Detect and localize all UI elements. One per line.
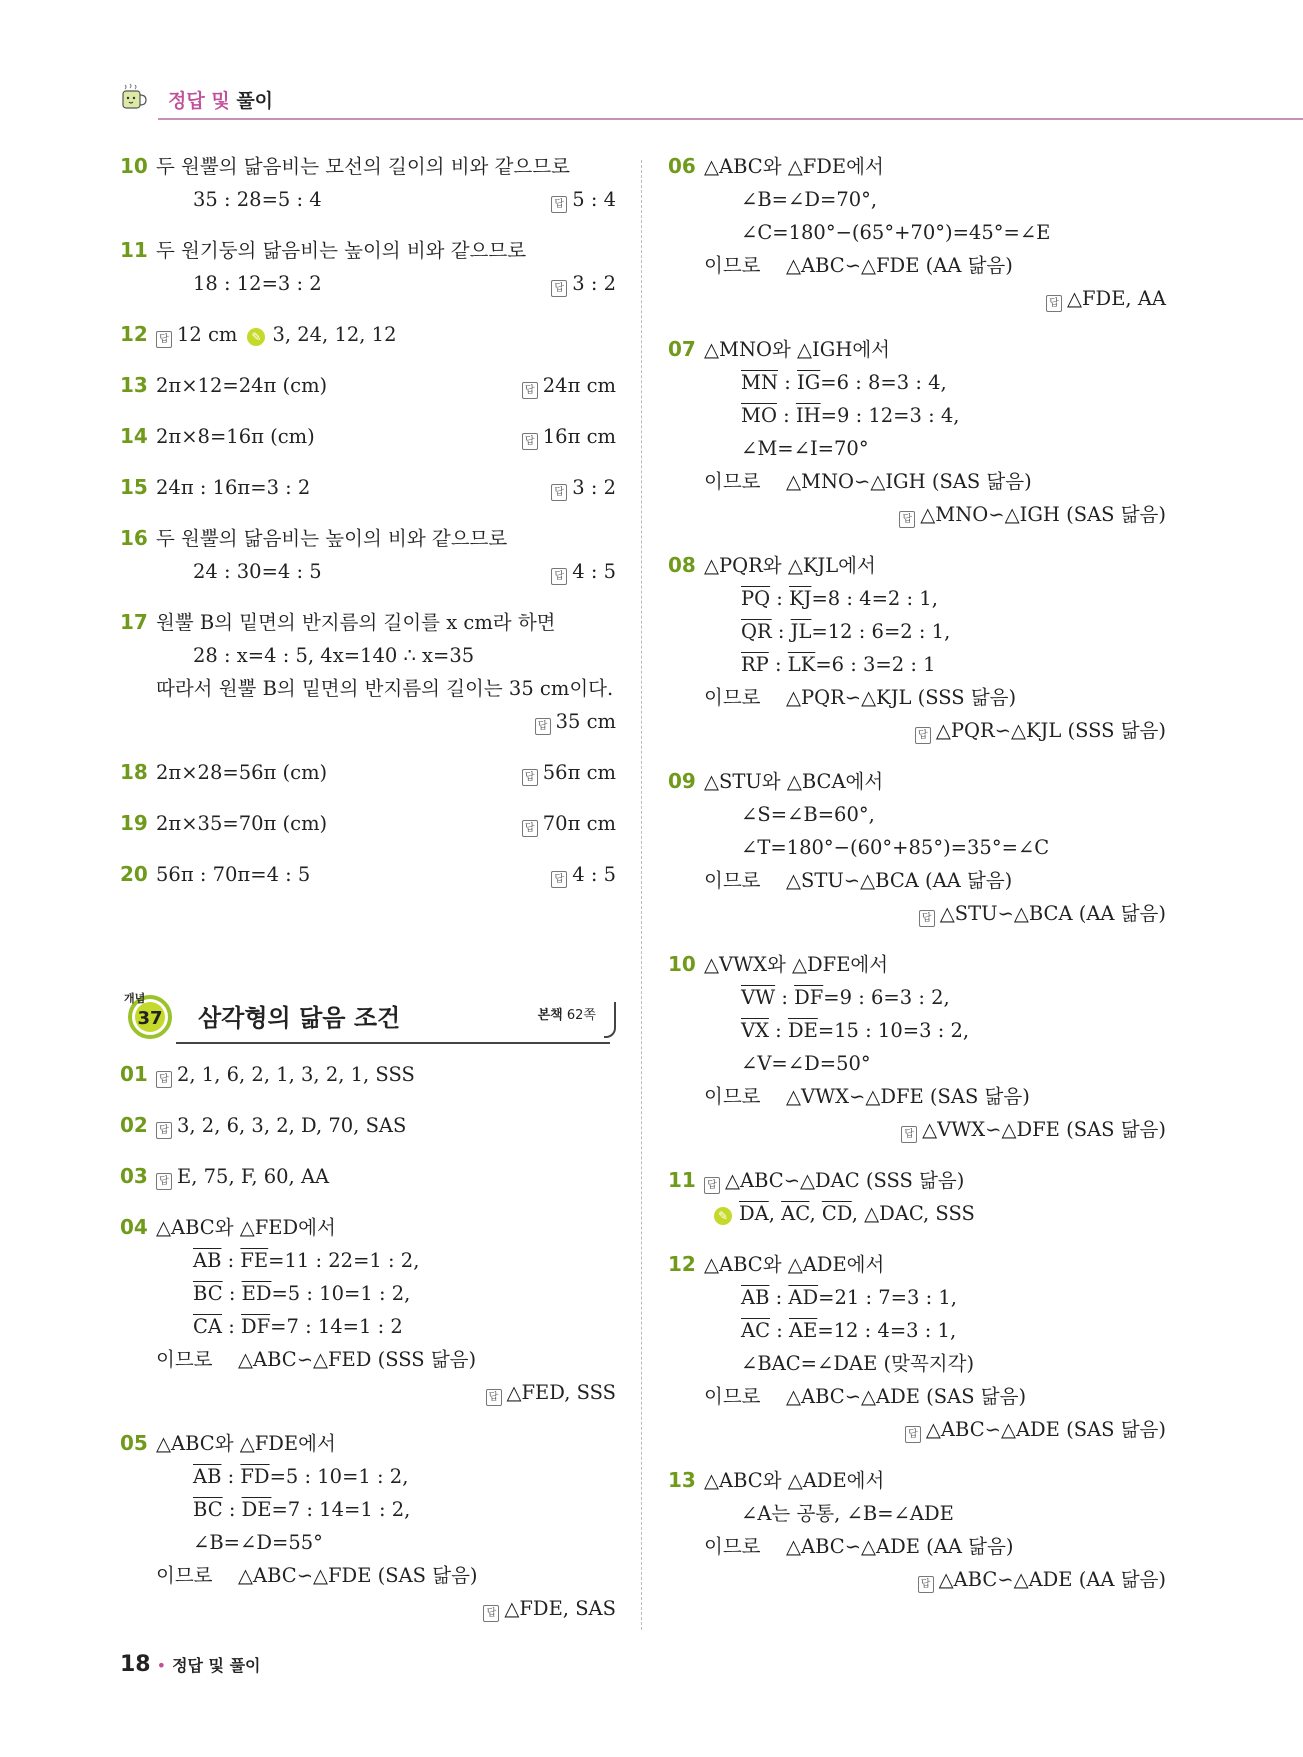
- answer-mark-icon: 답: [486, 1389, 502, 1406]
- overlined-segment: $\overline{KJ}$: [789, 587, 812, 610]
- ratio-text: =5 : 10=1 : 2,: [269, 1465, 409, 1488]
- problem-item: [120, 606, 616, 738]
- problem-item: [120, 1160, 616, 1193]
- overlined-segment: $\overline{DA}$: [739, 1202, 769, 1225]
- problem-item: [120, 1109, 616, 1142]
- overlined-segment: $\overline{BC}$: [193, 1498, 223, 1521]
- ratio-text: =8 : 4=2 : 1,: [811, 587, 938, 610]
- problem-item: [120, 756, 616, 789]
- answer-mark-icon: 답: [156, 331, 172, 348]
- answer-mark-icon: 답: [915, 727, 931, 744]
- overlined-segment: $\overline{CD}$: [821, 1202, 852, 1225]
- problem-item: [668, 765, 1166, 930]
- ratio-text: =7 : 14=1 : 2: [270, 1315, 403, 1338]
- problem-number: 01: [120, 1062, 148, 1086]
- footer-dot: •: [156, 1656, 167, 1675]
- solution-line: [120, 420, 616, 453]
- page-footer: [120, 1652, 260, 1677]
- problem-item: [668, 948, 1166, 1146]
- overlined-segment: $\overline{FE}$: [240, 1249, 269, 1272]
- answer-text: 2, 1, 6, 2, 1, 3, 2, 1, SSS: [177, 1063, 415, 1086]
- solution-line: [120, 369, 616, 402]
- solution-line: [668, 948, 1166, 981]
- answer-mark-icon: 답: [551, 871, 567, 888]
- problem-item: [120, 369, 616, 402]
- solution-text: 2π×28=56π (cm): [156, 761, 328, 784]
- answer-mark-icon: 답: [901, 1126, 917, 1143]
- conclusion-text: △STU∽△BCA (AA 닮음): [786, 869, 1013, 892]
- answer-text: 16π cm: [542, 425, 616, 448]
- solution-text: 28 : x=4 : 5, 4x=140 ∴ x=35: [193, 644, 475, 667]
- column-divider: [641, 160, 642, 1630]
- ratio-text: =9 : 12=3 : 4,: [820, 404, 960, 427]
- solution-line: [668, 1413, 1166, 1446]
- problem-item: [120, 807, 616, 840]
- problem-item: [668, 333, 1166, 531]
- solution-text: ∠M=∠I=70°: [741, 437, 869, 460]
- solution-line: [120, 1109, 616, 1142]
- solution-line: [668, 1248, 1166, 1281]
- answer: [551, 183, 616, 216]
- solution-line: [120, 705, 616, 738]
- answer-mark-icon: 답: [156, 1122, 172, 1139]
- solution-line: [120, 1376, 616, 1409]
- problem-number: 19: [120, 811, 148, 835]
- problem-number: 15: [120, 475, 148, 499]
- solution-text: 두 원기둥의 닮음비는 높이의 비와 같으므로: [156, 239, 527, 262]
- answer: [522, 369, 616, 402]
- problem-item: [668, 1164, 1166, 1230]
- solution-line: [668, 1080, 1166, 1113]
- solution-line: [668, 1164, 1166, 1197]
- problem-number: 02: [120, 1113, 148, 1137]
- header-rule: [158, 118, 1303, 120]
- solution-line: [120, 471, 616, 504]
- overlined-segment: $\overline{IH}$: [795, 404, 821, 427]
- solution-line: [668, 183, 1166, 216]
- overlined-segment: $\overline{CA}$: [193, 1315, 223, 1338]
- answer: [551, 471, 616, 504]
- answer-text: △FDE, AA: [1067, 287, 1166, 310]
- ratio-text: =12 : 4=3 : 1,: [817, 1319, 957, 1342]
- problem-item: [668, 1464, 1166, 1596]
- problem-number: 06: [668, 154, 696, 178]
- answer-mark-icon: 답: [704, 1177, 720, 1194]
- problem-number: 14: [120, 424, 148, 448]
- answer-text: △FDE, SAS: [504, 1597, 616, 1620]
- solution-text: △ABC와 △ADE에서: [704, 1469, 885, 1492]
- conclusion-label: 이므로: [704, 869, 761, 892]
- conclusion-label: 이므로: [704, 470, 761, 493]
- overlined-segment: $\overline{VW}$: [741, 986, 776, 1009]
- ratio-text: =6 : 3=2 : 1: [815, 653, 936, 676]
- solution-line: [668, 1497, 1166, 1530]
- solution-line: [120, 318, 616, 351]
- solution-text: 35 : 28=5 : 4: [193, 188, 322, 211]
- section-heading: [120, 990, 616, 1038]
- solution-line: [668, 765, 1166, 798]
- solution-line: [668, 864, 1166, 897]
- problem-number: 05: [120, 1431, 148, 1455]
- answer-text: 3 : 2: [572, 272, 616, 295]
- solution-line: [120, 522, 616, 555]
- solution-text: 두 원뿔의 닮음비는 높이의 비와 같으므로: [156, 527, 508, 550]
- solution-line: [120, 234, 616, 267]
- problem-number: 16: [120, 526, 148, 550]
- answer-text: 3 : 2: [572, 476, 616, 499]
- answer-mark-icon: 답: [1046, 295, 1062, 312]
- answer-mark-icon: 답: [551, 196, 567, 213]
- overlined-segment: $\overline{LK}$: [787, 653, 816, 676]
- overlined-segment: $\overline{PQ}$: [741, 587, 771, 610]
- overlined-segment: $\overline{ED}$: [241, 1282, 272, 1305]
- section-underline: [176, 1042, 610, 1044]
- answer-mark-icon: 답: [551, 484, 567, 501]
- solution-line: $\overline{CA}$ : $\overline{DF}=7$ : 14=1 : 2: [193, 1315, 403, 1338]
- problem-item: [120, 471, 616, 504]
- solution-line: [668, 333, 1166, 366]
- solution-text: ∠T=180°−(60°+85°)=35°=∠C: [741, 836, 1050, 859]
- solution-line: $\overline{BC}$ : $\overline{DE}=7$ : 14=1 : 2,: [193, 1498, 411, 1521]
- check-answer-text: , △DAC, SSS: [851, 1202, 975, 1225]
- ratio-text: =6 : 8=3 : 4,: [820, 371, 947, 394]
- problem-item: [668, 549, 1166, 747]
- answer-text: △ABC∽△ADE (SAS 닮음): [925, 1418, 1166, 1441]
- solution-text: △STU와 △BCA에서: [704, 770, 884, 793]
- solution-line: [120, 756, 616, 789]
- conclusion-text: △ABC∽△FED (SSS 닮음): [238, 1348, 477, 1371]
- solution-line: $\overline{QR}$ : $\overline{JL}=12$ : 6=2 : 1,: [741, 620, 951, 643]
- conclusion-text: △ABC∽△FDE (AA 닮음): [786, 254, 1013, 277]
- problem-number: 20: [120, 862, 148, 886]
- answer-text: 4 : 5: [572, 863, 616, 886]
- problem-item: [120, 318, 616, 351]
- solution-text: 2π×8=16π (cm): [156, 425, 315, 448]
- solution-line: [668, 216, 1166, 249]
- solution-line: [120, 672, 616, 705]
- answer-text: △MNO∽△IGH (SAS 닮음): [920, 503, 1166, 526]
- solution-line: [120, 606, 616, 639]
- left-column-bottom: [120, 1058, 616, 1643]
- solution-line: [668, 681, 1166, 714]
- solution-line: [120, 1526, 616, 1559]
- solution-text: 따라서 원뿔 B의 밑면의 반지름의 길이는 35 cm이다.: [156, 677, 614, 700]
- answer: [522, 420, 616, 453]
- overlined-segment: $\overline{AB}$: [741, 1286, 770, 1309]
- solution-text: 24 : 30=4 : 5: [193, 560, 322, 583]
- problem-number: 10: [120, 154, 148, 178]
- problem-number: 11: [668, 1168, 696, 1192]
- overlined-segment: $\overline{DF}$: [794, 986, 824, 1009]
- problem-item: [120, 150, 616, 216]
- answer-text: △ABC∽△ADE (AA 닮음): [938, 1568, 1166, 1591]
- solution-text: △ABC와 △FED에서: [156, 1216, 336, 1239]
- concept-badge: [120, 990, 176, 1040]
- overlined-segment: $\overline{FD}$: [240, 1465, 270, 1488]
- solution-line: [120, 1343, 616, 1376]
- solution-text: △MNO와 △IGH에서: [704, 338, 891, 361]
- problem-item: [668, 1248, 1166, 1446]
- solution-text: △ABC와 △FDE에서: [704, 155, 884, 178]
- solution-line: $\overline{VW}$ : $\overline{DF}=9$ : 6=3 : 2,: [741, 986, 950, 1009]
- solution-text: ∠A는 공통, ∠B=∠ADE: [741, 1502, 954, 1525]
- footer-text: 정답 및 풀이: [172, 1656, 261, 1675]
- header-title: 정답 및 풀이: [168, 90, 274, 112]
- ratio-text: =9 : 6=3 : 2,: [823, 986, 950, 1009]
- overlined-segment: $\overline{AE}$: [788, 1319, 818, 1342]
- solution-line: [120, 1559, 616, 1592]
- solution-line: [120, 807, 616, 840]
- answer-text: E, 75, F, 60, AA: [177, 1165, 330, 1188]
- answer-text: 24π cm: [542, 374, 616, 397]
- solution-text: △ABC와 △ADE에서: [704, 1253, 885, 1276]
- solution-line: [668, 498, 1166, 531]
- check-answer-text: 3, 24, 12, 12: [272, 323, 397, 346]
- check-icon: ✎: [714, 1207, 732, 1225]
- answer-mark-icon: 답: [522, 769, 538, 786]
- solution-line: $\overline{AB}$ : $\overline{FD}=5$ : 10=1 : 2,: [193, 1465, 409, 1488]
- solution-line: [120, 1592, 616, 1625]
- problem-number: 08: [668, 553, 696, 577]
- answer: [522, 807, 616, 840]
- solution-text: 2π×35=70π (cm): [156, 812, 328, 835]
- answer: [551, 858, 616, 891]
- overlined-segment: $\overline{DF}$: [240, 1315, 271, 1338]
- answer-text: △ABC∽△DAC (SSS 닮음): [725, 1169, 965, 1192]
- solution-text: 56π : 70π=4 : 5: [156, 863, 311, 886]
- answer-text: △STU∽△BCA (AA 닮음): [939, 902, 1166, 925]
- solution-line: [120, 858, 616, 891]
- solution-line: [668, 465, 1166, 498]
- solution-text: ∠S=∠B=60°,: [741, 803, 875, 826]
- answer-mark-icon: 답: [918, 1576, 934, 1593]
- problem-number: 11: [120, 238, 148, 262]
- conclusion-text: △PQR∽△KJL (SSS 닮음): [786, 686, 1017, 709]
- problem-item: [120, 522, 616, 588]
- conclusion-label: 이므로: [704, 1385, 761, 1408]
- problem-item: [120, 858, 616, 891]
- conclusion-text: △ABC∽△ADE (SAS 닮음): [786, 1385, 1027, 1408]
- problem-number: 12: [120, 322, 148, 346]
- solution-text: 2π×12=24π (cm): [156, 374, 328, 397]
- answer: [551, 555, 616, 588]
- ratio-text: =11 : 22=1 : 2,: [268, 1249, 420, 1272]
- solution-line: [668, 831, 1166, 864]
- section-title: 삼각형의 닮음 조건: [198, 1004, 401, 1032]
- solution-text: △ABC와 △FDE에서: [156, 1432, 336, 1455]
- solution-line: [668, 150, 1166, 183]
- solution-line: $\overline{AB}$ : $\overline{AD}=21$ : 7=3 : 1,: [741, 1286, 957, 1309]
- ratio-text: =7 : 14=1 : 2,: [271, 1498, 411, 1521]
- problem-number: 17: [120, 610, 148, 634]
- overlined-segment: $\overline{MO}$: [741, 404, 777, 427]
- conclusion-label: 이므로: [704, 254, 761, 277]
- problem-number: 09: [668, 769, 696, 793]
- conclusion-label: 이므로: [704, 1085, 761, 1108]
- solution-text: ∠B=∠D=55°: [193, 1531, 323, 1554]
- solution-line: [120, 555, 616, 588]
- problem-item: [120, 1058, 616, 1091]
- solution-line: [668, 432, 1166, 465]
- answer-text: 35 cm: [555, 710, 616, 733]
- overlined-segment: $\overline{AD}$: [788, 1286, 819, 1309]
- solution-line: [668, 798, 1166, 831]
- conclusion-label: 이므로: [704, 686, 761, 709]
- solution-line: [668, 1380, 1166, 1413]
- solution-line: [120, 1058, 616, 1091]
- solution-line: [668, 714, 1166, 747]
- solution-line: [120, 150, 616, 183]
- solution-line: [668, 249, 1166, 282]
- answer-mark-icon: 답: [156, 1071, 172, 1088]
- ratio-text: =12 : 6=2 : 1,: [811, 620, 951, 643]
- answer-mark-icon: 답: [551, 280, 567, 297]
- answer-mark-icon: 답: [156, 1173, 172, 1190]
- solution-text: ∠V=∠D=50°: [741, 1052, 871, 1075]
- answer-mark-icon: 답: [551, 568, 567, 585]
- check-icon: ✎: [247, 328, 265, 346]
- problem-item: [668, 150, 1166, 315]
- solution-line: [668, 1530, 1166, 1563]
- overlined-segment: $\overline{RP}$: [741, 653, 769, 676]
- solution-line: $\overline{AC}$ : $\overline{AE}=12$ : 4=3 : 1,: [741, 1319, 957, 1342]
- solution-line: $\overline{PQ}$ : $\overline{KJ}=8$ : 4=2 : 1,: [741, 587, 938, 610]
- solution-text: 18 : 12=3 : 2: [193, 272, 322, 295]
- solution-line: $\overline{VX}$ : $\overline{DE}=15$ : 10=3 : 2,: [741, 1019, 970, 1042]
- solution-line: [120, 267, 616, 300]
- problem-item: [120, 1211, 616, 1409]
- answer-mark-icon: 답: [522, 382, 538, 399]
- solution-line: [668, 1347, 1166, 1380]
- answer-text: △PQR∽△KJL (SSS 닮음): [935, 719, 1166, 742]
- answer-text: 5 : 4: [572, 188, 616, 211]
- overlined-segment: $\overline{QR}$: [741, 620, 772, 643]
- solution-line: $\overline{MN}$ : $\overline{IG}=6$ : 8=3 : 4,: [741, 371, 947, 394]
- page-header: [118, 76, 1303, 120]
- answer: [551, 267, 616, 300]
- problem-number: 04: [120, 1215, 148, 1239]
- solution-line: $\overline{BC}$ : $\overline{ED}=5$ : 10=1 : 2,: [193, 1282, 411, 1305]
- solution-line: [120, 639, 616, 672]
- conclusion-text: △ABC∽△FDE (SAS 닮음): [238, 1564, 478, 1587]
- badge-number: 37: [137, 1008, 163, 1029]
- overlined-segment: $\overline{AC}$: [741, 1319, 771, 1342]
- ratio-text: =21 : 7=3 : 1,: [818, 1286, 957, 1309]
- overlined-segment: $\overline{AB}$: [193, 1465, 222, 1488]
- overlined-segment: $\overline{DE}$: [241, 1498, 272, 1521]
- answer-mark-icon: 답: [535, 718, 551, 735]
- answer-mark-icon: 답: [483, 1605, 499, 1622]
- solution-line: [120, 1427, 616, 1460]
- problem-number: 07: [668, 337, 696, 361]
- solution-line: [120, 183, 616, 216]
- badge-label: 개념: [124, 992, 146, 1005]
- problem-number: 03: [120, 1164, 148, 1188]
- problem-item: [120, 234, 616, 300]
- solution-text: △PQR와 △KJL에서: [704, 554, 876, 577]
- answer-text: 56π cm: [542, 761, 616, 784]
- right-column: [668, 150, 1166, 1614]
- answer-text: △VWX∽△DFE (SAS 닮음): [922, 1118, 1166, 1141]
- problem-number: 18: [120, 760, 148, 784]
- ratio-text: =5 : 10=1 : 2,: [271, 1282, 411, 1305]
- solution-text: ∠C=180°−(65°+70°)=45°=∠E: [741, 221, 1051, 244]
- answer-text: 3, 2, 6, 3, 2, D, 70, SAS: [177, 1114, 407, 1137]
- answer-text: △FED, SSS: [506, 1381, 616, 1404]
- solution-line: [668, 1464, 1166, 1497]
- overlined-segment: $\overline{DE}$: [787, 1019, 818, 1042]
- left-column-top: [120, 150, 616, 909]
- solution-line: [668, 1047, 1166, 1080]
- conclusion-label: 이므로: [156, 1348, 213, 1371]
- overlined-segment: $\overline{JL}$: [790, 620, 812, 643]
- answer-mark-icon: 답: [522, 433, 538, 450]
- answer-text: 4 : 5: [572, 560, 616, 583]
- answer-mark-icon: 답: [905, 1426, 921, 1443]
- ratio-text: =15 : 10=3 : 2,: [817, 1019, 970, 1042]
- solution-line: $\overline{AB}$ : $\overline{FE}=11$ : 22=1 : 2,: [193, 1249, 420, 1272]
- overlined-segment: $\overline{MN}$: [741, 371, 779, 394]
- solution-line: $\overline{RP}$ : $\overline{LK}=6$ : 3=2 : 1: [741, 653, 936, 676]
- solution-text: 두 원뿔의 닮음비는 모선의 길이의 비와 같으므로: [156, 155, 570, 178]
- problem-number: 12: [668, 1252, 696, 1276]
- answer-mark-icon: 답: [899, 511, 915, 528]
- solution-line: [668, 282, 1166, 315]
- answer-mark-icon: 답: [919, 910, 935, 927]
- solution-line: $\overline{MO}$ : $\overline{IH}=9$ : 12=3 : 4,: [741, 404, 960, 427]
- solution-line: ✎ $\overline{DA}$, $\overline{AC}$, $\overline{CD}$, △DAC, SSS: [668, 1197, 1166, 1230]
- overlined-segment: $\overline{AB}$: [193, 1249, 222, 1272]
- solution-line: [668, 1563, 1166, 1596]
- problem-item: [120, 1427, 616, 1625]
- page-number: 18: [120, 1652, 151, 1677]
- solution-text: 24π : 16π=3 : 2: [156, 476, 311, 499]
- solution-line: [668, 1113, 1166, 1146]
- problem-number: 13: [120, 373, 148, 397]
- solution-line: [668, 897, 1166, 930]
- conclusion-label: 이므로: [704, 1535, 761, 1558]
- conclusion-text: △ABC∽△ADE (AA 닮음): [786, 1535, 1014, 1558]
- overlined-segment: $\overline{BC}$: [193, 1282, 223, 1305]
- conclusion-label: 이므로: [156, 1564, 213, 1587]
- mug-icon: [118, 82, 148, 112]
- solution-text: 원뿔 B의 밑면의 반지름의 길이를 x cm라 하면: [156, 611, 556, 634]
- solution-text: ∠BAC=∠DAE (맞꼭지각): [741, 1352, 975, 1375]
- overlined-segment: $\overline{IG}$: [797, 371, 821, 394]
- answer-text: 70π cm: [542, 812, 616, 835]
- problem-number: 13: [668, 1468, 696, 1492]
- solution-line: [120, 1211, 616, 1244]
- conclusion-text: △VWX∽△DFE (SAS 닮음): [786, 1085, 1030, 1108]
- solution-line: [668, 549, 1166, 582]
- problem-item: [120, 420, 616, 453]
- solution-line: [120, 1160, 616, 1193]
- section-corner: [604, 1002, 616, 1038]
- section-reference: 본책 62쪽: [537, 1008, 596, 1023]
- overlined-segment: $\overline{VX}$: [741, 1019, 769, 1042]
- answer-text: 12 cm: [177, 323, 238, 346]
- conclusion-text: △MNO∽△IGH (SAS 닮음): [786, 470, 1032, 493]
- solution-text: △VWX와 △DFE에서: [704, 953, 889, 976]
- answer: [522, 756, 616, 789]
- solution-text: ∠B=∠D=70°,: [741, 188, 878, 211]
- overlined-segment: $\overline{AC}$: [781, 1202, 810, 1225]
- answer-mark-icon: 답: [522, 820, 538, 837]
- problem-number: 10: [668, 952, 696, 976]
